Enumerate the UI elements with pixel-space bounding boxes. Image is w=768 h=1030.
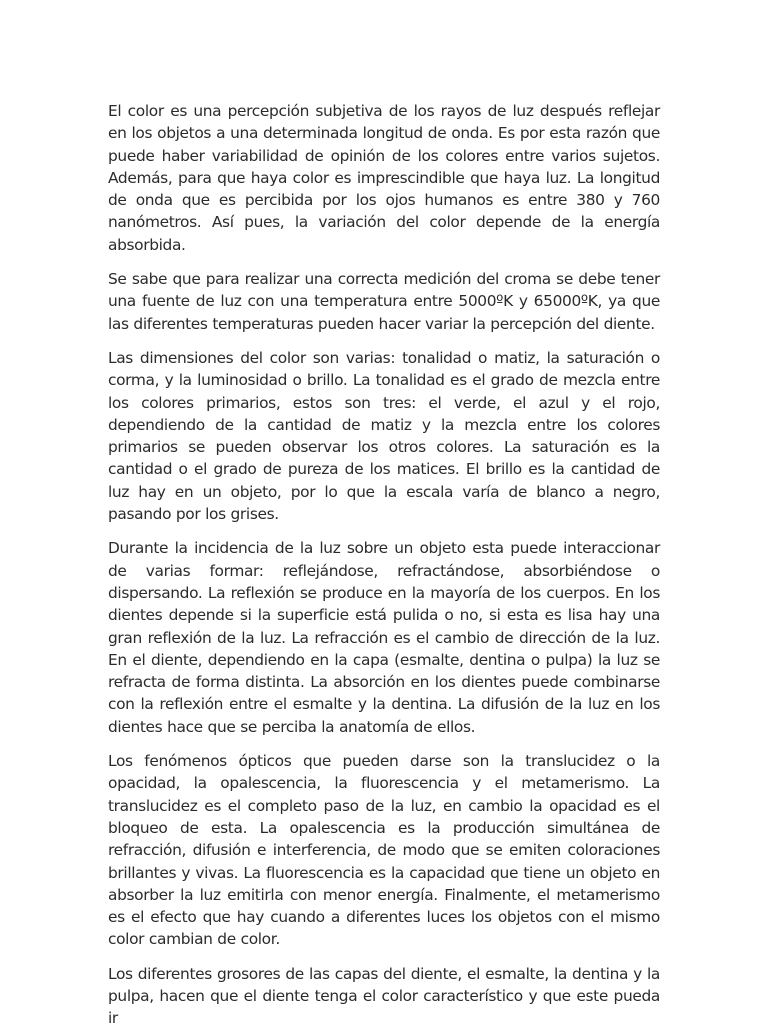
paragraph-color-dimensions: Las dimensiones del color son varias: tonalidad o matiz, la saturación o corma, y la luminosidad o brillo. La tonalidad es el grado de mezcla entre los colores primarios, estos son tres: el verde, el azul y el rojo, dependiendo de la cantidad de matiz y la mezcla entre los colores primarios se pueden observar los otros colores. La saturación es la cantidad o el grado de pureza de los matices. El brillo es la cantidad de luz hay en un objeto, por lo que la escala varía de blanco a negro, pasando por los grises. — [108, 348, 660, 524]
paragraph-color-perception: El color es una percepción subjetiva de los rayos de luz después reflejar en los objetos a una determinada longitud de onda. Es por esta razón que puede haber variabilidad de opinión de los colores entre varios sujetos. Además, para que haya color es imprescindible que haya luz. La longitud de onda que es percibida por los ojos humanos es entre 380 y 760 nanómetros. Así pues, la variación del color depende de la energía absorbida. — [108, 102, 660, 254]
paragraph-light-temperature: Se sabe que para realizar una correcta medición del croma se debe tener una fuente de luz con una temperatura entre 5000ºK y 65000ºK, ya que las diferentes temperaturas pueden hacer variar la percepción del diente. — [108, 270, 660, 333]
paragraph-light-interaction: Durante la incidencia de la luz sobre un objeto esta puede interaccionar de varias formar: reflejándose, refractándose, absorbiéndose o dispersando. La reflexión se produce en la mayoría de los cuerpos. En los dientes depende si la superficie está pulida o no, si esta es lisa hay una gran reflexión de la luz. La refracción es el cambio de dirección de la luz. En el diente, dependiendo en la capa (esmalte, dentina o pulpa) la luz se refracta de forma distinta. La absorción en los dientes puede combinarse con la reflexión entre el esmalte y la dentina. La difusión de la luz en los dientes hace que se perciba la anatomía de ellos. — [108, 539, 660, 736]
paragraph-optical-phenomena: Los fenómenos ópticos que pueden darse son la translucidez o la opacidad, la opalescencia, la fluorescencia y el metamerismo. La translucidez es el completo paso de la luz, en cambio la opacidad es el bloqueo de esta. La opalescencia es la producción simultánea de refracción, difusión e interferencia, de modo que se emiten coloraciones brillantes y vivas. La fluorescencia es la capacidad que tiene un objeto en absorber la luz emitirla con menor energía. Finalmente, el metamerismo es el efecto que hay cuando a diferentes luces los objetos con el mismo color cambian de color. — [108, 752, 660, 949]
paragraph-tooth-layers: Los diferentes grosores de las capas del diente, el esmalte, la dentina y la pulpa, hacen que el diente tenga el color característico y que este pueda ir — [108, 964, 660, 1028]
